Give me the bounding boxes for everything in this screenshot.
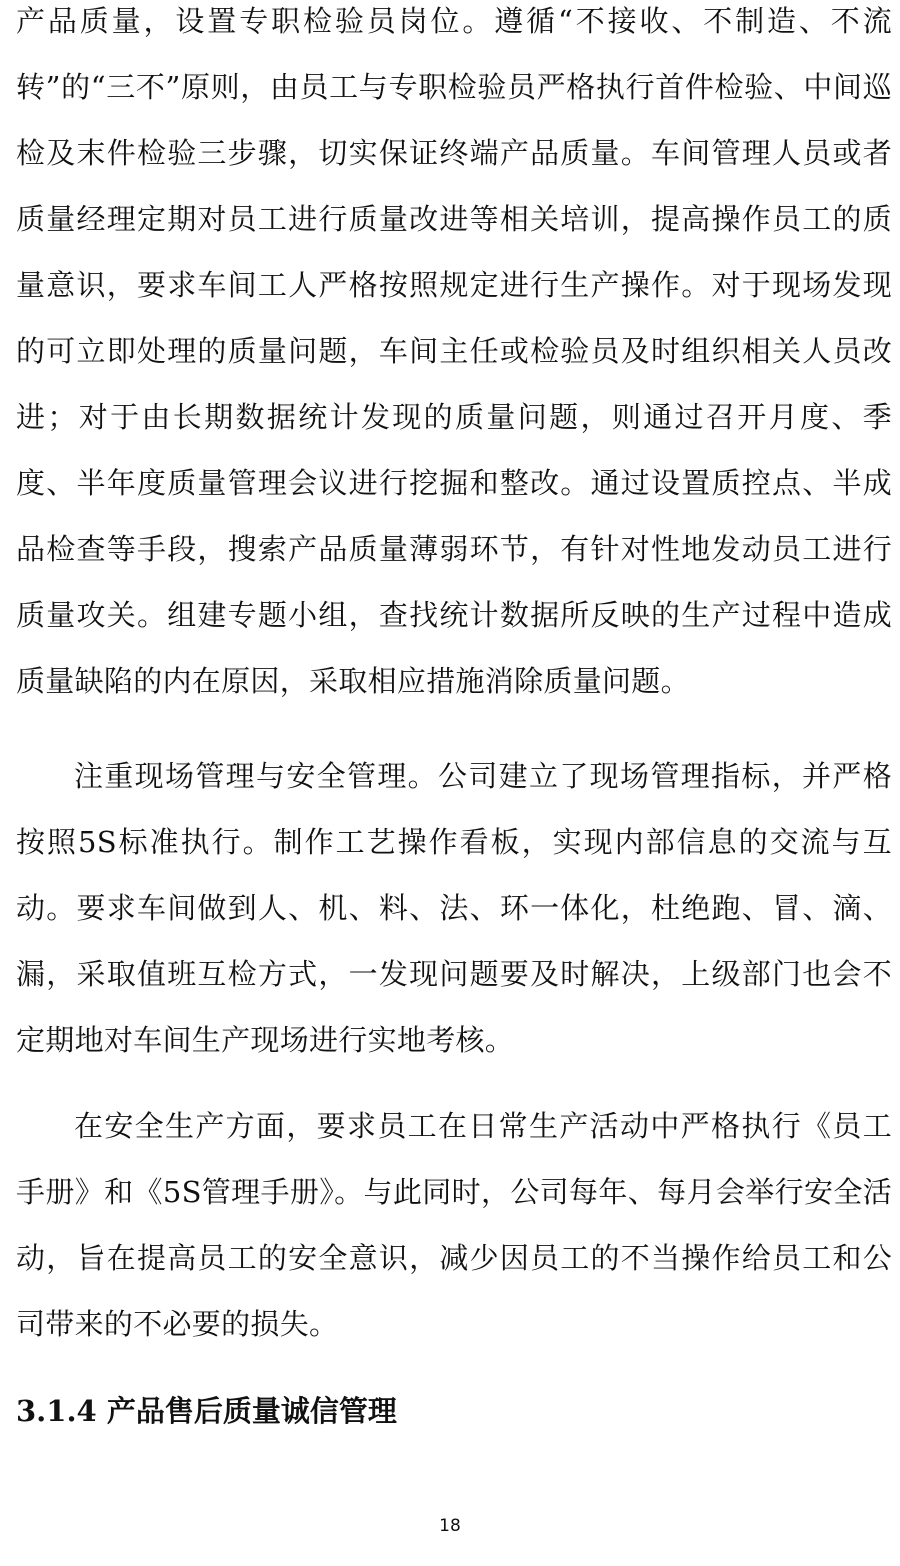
paragraph-quality-inspection: 产品质量，设置专职检验员岗位。遵循“不接收、不制造、不流转”的“三不”原则，由员工与专职检验员严格执行首件检验、中间巡检及末件检验三步骤，切实保证终端产品质量。车间管理人员或者质量经理定期对员工进行质量改进等相关培训，提高操作员工的质量意识，要求车间工人严格按照规定进行生产操作。对于现场发现的可立即处理的质量问题，车间主任或检验员及时组织相关人员改进；对于由长期数据统计发现的质量问题，则通过召开月度、季度、半年度质量管理会议进行挖掘和整改。通过设置质控点、半成品检查等手段，搜索产品质量薄弱环节，有针对性地发动员工进行质量攻关。组建专题小组，查找统计数据所反映的生产过程中造成质量缺陷的内在原因，采取相应措施消除质量问题。 <box>16 4 892 698</box>
section-heading: 3.1.4 产品售后质量诚信管理 <box>16 1394 397 1428</box>
paragraph-safety-production: 在安全生产方面，要求员工在日常生产活动中严格执行《员工手册》和《5S管理手册》。与此同时，公司每年、每月会举行安全活动，旨在提高员工的安全意识，减少因员工的不当操作给员工和公司带来的不必要的损失。 <box>16 1109 892 1341</box>
page-number: 18 <box>439 1516 461 1536</box>
paragraph-site-management: 注重现场管理与安全管理。公司建立了现场管理指标，并严格按照5S标准执行。制作工艺操作看板，实现内部信息的交流与互动。要求车间做到人、机、料、法、环一体化，杜绝跑、冒、滴、漏，采取值班互检方式，一发现问题要及时解决，上级部门也会不定期地对车间生产现场进行实地考核。 <box>16 759 892 1057</box>
